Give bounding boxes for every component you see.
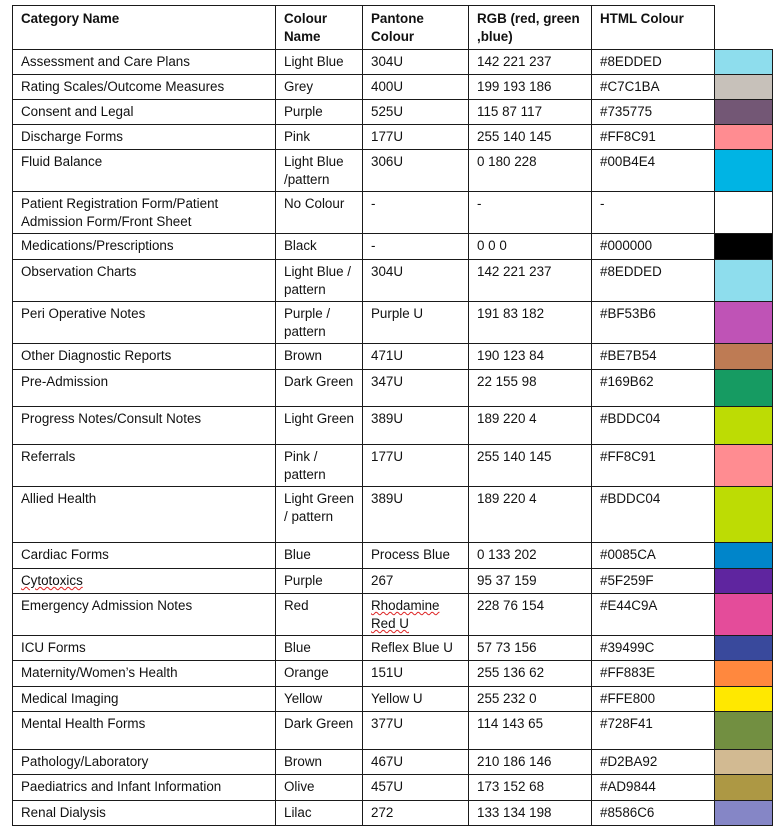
colour-swatch xyxy=(715,344,773,370)
html-colour-cell-text: #BDDC04 xyxy=(600,491,661,506)
table-row xyxy=(13,260,773,302)
category-cell xyxy=(13,192,276,234)
rgb-cell-text: 210 186 146 xyxy=(477,754,552,769)
rgb-cell-text: 0 133 202 xyxy=(477,547,537,562)
colour-name-cell xyxy=(276,302,363,344)
pantone-cell xyxy=(363,543,469,569)
rgb-cell xyxy=(469,687,592,712)
pantone-cell-text: Rhodamine Red U xyxy=(371,598,440,631)
category-cell xyxy=(13,775,276,801)
category-cell xyxy=(13,687,276,712)
colour-swatch xyxy=(715,370,773,407)
html-colour-cell-text: #00B4E4 xyxy=(600,154,656,169)
rgb-cell xyxy=(469,543,592,569)
rgb-cell xyxy=(469,636,592,661)
rgb-cell-text: - xyxy=(477,196,482,211)
category-cell xyxy=(13,594,276,636)
category-cell xyxy=(13,260,276,302)
rgb-cell-text: 255 136 62 xyxy=(477,665,545,680)
html-colour-cell xyxy=(592,75,715,100)
rgb-cell xyxy=(469,407,592,445)
category-cell xyxy=(13,661,276,687)
category-cell-text: Other Diagnostic Reports xyxy=(21,348,172,363)
html-colour-cell-text: #FF8C91 xyxy=(600,129,656,144)
colour-swatch xyxy=(715,712,773,750)
colour-name-cell-text: Orange xyxy=(284,665,329,680)
pantone-cell-text: 377U xyxy=(371,716,404,731)
header-category-name: Category Name xyxy=(13,6,276,50)
colour-swatch xyxy=(715,50,773,75)
rgb-cell-text: 199 193 186 xyxy=(477,79,552,94)
rgb-cell-text: 22 155 98 xyxy=(477,374,537,389)
html-colour-cell-text: #AD9844 xyxy=(600,779,656,794)
category-cell xyxy=(13,712,276,750)
pantone-cell xyxy=(363,125,469,150)
html-colour-cell xyxy=(592,687,715,712)
html-colour-cell-text: #8EDDED xyxy=(600,264,662,279)
category-cell-text: Emergency Admission Notes xyxy=(21,598,193,613)
html-colour-cell xyxy=(592,260,715,302)
rgb-cell-text: 189 220 4 xyxy=(477,491,537,506)
pantone-cell xyxy=(363,487,469,543)
colour-name-cell-text: No Colour xyxy=(284,196,345,211)
rgb-cell xyxy=(469,100,592,125)
html-colour-cell xyxy=(592,192,715,234)
pantone-cell-text: 525U xyxy=(371,104,404,119)
category-cell-text: Rating Scales/Outcome Measures xyxy=(21,79,225,94)
category-cell xyxy=(13,344,276,370)
colour-swatch xyxy=(715,407,773,445)
html-colour-cell-text: #E44C9A xyxy=(600,598,658,613)
category-cell xyxy=(13,100,276,125)
table-row xyxy=(13,569,773,594)
rgb-cell xyxy=(469,750,592,775)
html-colour-cell xyxy=(592,234,715,260)
colour-name-cell-text: Red xyxy=(284,598,309,613)
html-colour-cell-text: #BDDC04 xyxy=(600,411,661,426)
rgb-cell-text: 0 180 228 xyxy=(477,154,537,169)
category-cell-text: Renal Dialysis xyxy=(21,805,106,820)
table-row xyxy=(13,801,773,826)
rgb-cell xyxy=(469,801,592,826)
colour-swatch xyxy=(715,150,773,192)
rgb-cell-text: 255 140 145 xyxy=(477,129,552,144)
html-colour-cell-text: #8EDDED xyxy=(600,54,662,69)
category-cell xyxy=(13,445,276,487)
html-colour-cell xyxy=(592,445,715,487)
header-swatch xyxy=(715,6,773,50)
pantone-cell-text: - xyxy=(371,238,376,253)
pantone-cell xyxy=(363,594,469,636)
html-colour-cell-text: #0085CA xyxy=(600,547,656,562)
pantone-cell-text: 457U xyxy=(371,779,404,794)
header-colour-name: Colour Name xyxy=(276,6,363,50)
pantone-cell xyxy=(363,75,469,100)
table-row xyxy=(13,750,773,775)
colour-swatch xyxy=(715,487,773,543)
category-cell-text: Observation Charts xyxy=(21,264,137,279)
colour-name-cell xyxy=(276,687,363,712)
rgb-cell-text: 228 76 154 xyxy=(477,598,545,613)
colour-swatch xyxy=(715,569,773,594)
pantone-cell xyxy=(363,636,469,661)
colour-name-cell xyxy=(276,370,363,407)
category-cell xyxy=(13,50,276,75)
colour-swatch xyxy=(715,661,773,687)
pantone-cell-text: 272 xyxy=(371,805,394,820)
category-cell-text: Cardiac Forms xyxy=(21,547,109,562)
html-colour-cell xyxy=(592,125,715,150)
rgb-cell-text: 173 152 68 xyxy=(477,779,545,794)
pantone-cell xyxy=(363,569,469,594)
table-row xyxy=(13,687,773,712)
colour-name-cell xyxy=(276,125,363,150)
colour-name-cell-text: Yellow xyxy=(284,691,323,706)
colour-name-cell-text: Brown xyxy=(284,754,322,769)
colour-name-cell xyxy=(276,150,363,192)
category-cell-text: Cytotoxics xyxy=(21,573,83,588)
category-cell xyxy=(13,569,276,594)
html-colour-cell-text: #FF883E xyxy=(600,665,656,680)
pantone-cell-text: 304U xyxy=(371,264,404,279)
category-cell xyxy=(13,370,276,407)
colour-name-cell-text: Pink xyxy=(284,129,311,144)
rgb-cell xyxy=(469,445,592,487)
colour-name-cell-text: Blue xyxy=(284,640,311,655)
pantone-cell-text: - xyxy=(371,196,376,211)
colour-name-cell-text: Purple xyxy=(284,104,323,119)
table-row xyxy=(13,370,773,407)
header-row xyxy=(13,6,773,50)
pantone-cell xyxy=(363,687,469,712)
pantone-cell-text: 177U xyxy=(371,449,404,464)
table-row xyxy=(13,661,773,687)
html-colour-cell-text: #169B62 xyxy=(600,374,654,389)
colour-name-cell xyxy=(276,192,363,234)
colour-name-cell-text: Light Blue xyxy=(284,54,344,69)
pantone-cell xyxy=(363,750,469,775)
pantone-cell xyxy=(363,344,469,370)
pantone-cell-text: 389U xyxy=(371,411,404,426)
colour-swatch xyxy=(715,445,773,487)
category-cell-text: Mental Health Forms xyxy=(21,716,146,731)
rgb-cell xyxy=(469,344,592,370)
colour-swatch xyxy=(715,260,773,302)
html-colour-cell xyxy=(592,661,715,687)
category-cell-text: Referrals xyxy=(21,449,76,464)
colour-name-cell-text: Lilac xyxy=(284,805,312,820)
table-row xyxy=(13,487,773,543)
colour-swatch xyxy=(715,125,773,150)
category-cell-text: Consent and Legal xyxy=(21,104,134,119)
table-row xyxy=(13,234,773,260)
colour-name-cell-text: Dark Green xyxy=(284,716,354,731)
rgb-cell xyxy=(469,50,592,75)
table-row xyxy=(13,192,773,234)
table-row xyxy=(13,125,773,150)
table-row xyxy=(13,302,773,344)
category-cell-text: Patient Registration Form/Patient Admission Form/Front Sheet xyxy=(21,196,219,229)
pantone-cell xyxy=(363,192,469,234)
colour-swatch xyxy=(715,100,773,125)
colour-name-cell xyxy=(276,661,363,687)
html-colour-cell xyxy=(592,750,715,775)
rgb-cell-text: 114 143 65 xyxy=(477,716,544,731)
category-cell xyxy=(13,125,276,150)
colour-coding-table xyxy=(12,5,773,826)
colour-name-cell xyxy=(276,775,363,801)
table-body xyxy=(13,50,773,826)
colour-swatch xyxy=(715,594,773,636)
pantone-cell xyxy=(363,801,469,826)
category-cell xyxy=(13,150,276,192)
html-colour-cell-text: #728F41 xyxy=(600,716,653,731)
colour-name-cell-text: Light Green / pattern xyxy=(284,491,354,524)
category-cell-text: Discharge Forms xyxy=(21,129,123,144)
html-colour-cell xyxy=(592,712,715,750)
rgb-cell xyxy=(469,125,592,150)
html-colour-cell-text: #BE7B54 xyxy=(600,348,657,363)
pantone-cell-text: 151U xyxy=(371,665,404,680)
rgb-cell xyxy=(469,661,592,687)
colour-name-cell-text: Black xyxy=(284,238,317,253)
colour-name-cell xyxy=(276,569,363,594)
colour-swatch xyxy=(715,687,773,712)
colour-name-cell-text: Olive xyxy=(284,779,315,794)
category-cell-text: Allied Health xyxy=(21,491,97,506)
table-row xyxy=(13,712,773,750)
category-cell-text: Peri Operative Notes xyxy=(21,306,146,321)
colour-swatch xyxy=(715,636,773,661)
colour-name-cell-text: Grey xyxy=(284,79,314,94)
category-cell-text: Pre-Admission xyxy=(21,374,109,389)
pantone-cell xyxy=(363,50,469,75)
pantone-cell-text: Yellow U xyxy=(371,691,423,706)
rgb-cell-text: 57 73 156 xyxy=(477,640,537,655)
colour-name-cell xyxy=(276,234,363,260)
colour-swatch xyxy=(715,302,773,344)
colour-name-cell xyxy=(276,50,363,75)
colour-name-cell xyxy=(276,75,363,100)
html-colour-cell xyxy=(592,543,715,569)
table-row xyxy=(13,636,773,661)
rgb-cell xyxy=(469,150,592,192)
html-colour-cell xyxy=(592,487,715,543)
colour-name-cell xyxy=(276,712,363,750)
pantone-cell-text: 467U xyxy=(371,754,404,769)
rgb-cell-text: 95 37 159 xyxy=(477,573,537,588)
header-rgb: RGB (red, green ,blue) xyxy=(469,6,592,50)
table-row xyxy=(13,75,773,100)
pantone-cell-text: 471U xyxy=(371,348,404,363)
html-colour-cell-text: #8586C6 xyxy=(600,805,655,820)
category-cell-text: Assessment and Care Plans xyxy=(21,54,190,69)
pantone-cell xyxy=(363,302,469,344)
rgb-cell-text: 142 221 237 xyxy=(477,264,552,279)
table-row xyxy=(13,445,773,487)
category-cell xyxy=(13,750,276,775)
rgb-cell-text: 133 134 198 xyxy=(477,805,552,820)
pantone-cell xyxy=(363,260,469,302)
colour-name-cell xyxy=(276,344,363,370)
pantone-cell xyxy=(363,150,469,192)
category-cell-text: Pathology/Laboratory xyxy=(21,754,149,769)
html-colour-cell xyxy=(592,636,715,661)
pantone-cell xyxy=(363,661,469,687)
colour-name-cell-text: Brown xyxy=(284,348,322,363)
html-colour-cell xyxy=(592,302,715,344)
table-row xyxy=(13,543,773,569)
pantone-cell xyxy=(363,234,469,260)
category-cell-text: Medications/Prescriptions xyxy=(21,238,174,253)
rgb-cell-text: 142 221 237 xyxy=(477,54,552,69)
category-cell-text: Fluid Balance xyxy=(21,154,103,169)
pantone-cell-text: 400U xyxy=(371,79,404,94)
colour-name-cell xyxy=(276,543,363,569)
html-colour-cell-text: #000000 xyxy=(600,238,653,253)
pantone-cell-text: 389U xyxy=(371,491,404,506)
category-cell xyxy=(13,234,276,260)
colour-swatch xyxy=(715,750,773,775)
html-colour-cell xyxy=(592,370,715,407)
html-colour-cell xyxy=(592,50,715,75)
colour-name-cell-text: Dark Green xyxy=(284,374,354,389)
category-cell xyxy=(13,543,276,569)
table-row xyxy=(13,50,773,75)
rgb-cell-text: 190 123 84 xyxy=(477,348,545,363)
pantone-cell xyxy=(363,407,469,445)
html-colour-cell-text: - xyxy=(600,196,605,211)
html-colour-cell xyxy=(592,344,715,370)
category-cell-text: Medical Imaging xyxy=(21,691,119,706)
category-cell-text: ICU Forms xyxy=(21,640,86,655)
html-colour-cell xyxy=(592,569,715,594)
category-cell xyxy=(13,407,276,445)
colour-swatch xyxy=(715,75,773,100)
colour-name-cell xyxy=(276,636,363,661)
colour-swatch xyxy=(715,775,773,801)
table-row xyxy=(13,100,773,125)
pantone-cell xyxy=(363,712,469,750)
rgb-cell-text: 255 140 145 xyxy=(477,449,552,464)
pantone-cell-text: Process Blue xyxy=(371,547,450,562)
html-colour-cell xyxy=(592,594,715,636)
category-cell-text: Progress Notes/Consult Notes xyxy=(21,411,202,426)
category-cell xyxy=(13,302,276,344)
html-colour-cell-text: #39499C xyxy=(600,640,655,655)
colour-name-cell-text: Light Blue /pattern xyxy=(284,154,344,187)
pantone-cell-text: 347U xyxy=(371,374,404,389)
colour-name-cell xyxy=(276,100,363,125)
rgb-cell xyxy=(469,712,592,750)
rgb-cell-text: 191 83 182 xyxy=(477,306,545,321)
rgb-cell xyxy=(469,594,592,636)
colour-swatch xyxy=(715,801,773,826)
category-cell xyxy=(13,487,276,543)
rgb-cell-text: 255 232 0 xyxy=(477,691,537,706)
colour-name-cell xyxy=(276,445,363,487)
pantone-cell xyxy=(363,100,469,125)
html-colour-cell-text: #5F259F xyxy=(600,573,654,588)
rgb-cell-text: 0 0 0 xyxy=(477,238,507,253)
html-colour-cell-text: #C7C1BA xyxy=(600,79,660,94)
rgb-cell-text: 115 87 117 xyxy=(477,104,543,119)
pantone-cell-text: Reflex Blue U xyxy=(371,640,453,655)
rgb-cell-text: 189 220 4 xyxy=(477,411,537,426)
pantone-cell-text: 306U xyxy=(371,154,404,169)
html-colour-cell-text: #FFE800 xyxy=(600,691,656,706)
colour-swatch xyxy=(715,192,773,234)
html-colour-cell xyxy=(592,150,715,192)
pantone-cell xyxy=(363,775,469,801)
header-html-colour: HTML Colour xyxy=(592,6,715,50)
colour-name-cell xyxy=(276,487,363,543)
rgb-cell xyxy=(469,569,592,594)
pantone-cell-text: 267 xyxy=(371,573,394,588)
html-colour-cell xyxy=(592,100,715,125)
colour-name-cell-text: Light Blue / pattern xyxy=(284,264,351,297)
colour-name-cell xyxy=(276,594,363,636)
category-cell-text: Paediatrics and Infant Information xyxy=(21,779,222,794)
pantone-cell xyxy=(363,445,469,487)
pantone-cell-text: 177U xyxy=(371,129,404,144)
category-cell xyxy=(13,801,276,826)
html-colour-cell xyxy=(592,775,715,801)
pantone-cell-text: 304U xyxy=(371,54,404,69)
table-row xyxy=(13,344,773,370)
html-colour-cell-text: #D2BA92 xyxy=(600,754,658,769)
colour-swatch xyxy=(715,234,773,260)
rgb-cell xyxy=(469,260,592,302)
colour-name-cell-text: Pink / pattern xyxy=(284,449,326,482)
header-pantone-colour: Pantone Colour xyxy=(363,6,469,50)
html-colour-cell-text: #735775 xyxy=(600,104,653,119)
rgb-cell xyxy=(469,487,592,543)
table-row xyxy=(13,594,773,636)
colour-name-cell-text: Purple / pattern xyxy=(284,306,331,339)
pantone-cell xyxy=(363,370,469,407)
category-cell xyxy=(13,636,276,661)
html-colour-cell-text: #FF8C91 xyxy=(600,449,656,464)
colour-name-cell xyxy=(276,750,363,775)
table-row xyxy=(13,775,773,801)
colour-name-cell xyxy=(276,801,363,826)
colour-name-cell xyxy=(276,407,363,445)
colour-name-cell xyxy=(276,260,363,302)
rgb-cell xyxy=(469,775,592,801)
rgb-cell xyxy=(469,192,592,234)
colour-name-cell-text: Purple xyxy=(284,573,323,588)
html-colour-cell xyxy=(592,801,715,826)
table-row xyxy=(13,150,773,192)
html-colour-cell xyxy=(592,407,715,445)
category-cell xyxy=(13,75,276,100)
pantone-cell-text: Purple U xyxy=(371,306,424,321)
rgb-cell xyxy=(469,75,592,100)
category-cell-text: Maternity/Women’s Health xyxy=(21,665,178,680)
table-row xyxy=(13,407,773,445)
html-colour-cell-text: #BF53B6 xyxy=(600,306,656,321)
colour-name-cell-text: Blue xyxy=(284,547,311,562)
colour-swatch xyxy=(715,543,773,569)
colour-name-cell-text: Light Green xyxy=(284,411,354,426)
rgb-cell xyxy=(469,234,592,260)
rgb-cell xyxy=(469,370,592,407)
rgb-cell xyxy=(469,302,592,344)
